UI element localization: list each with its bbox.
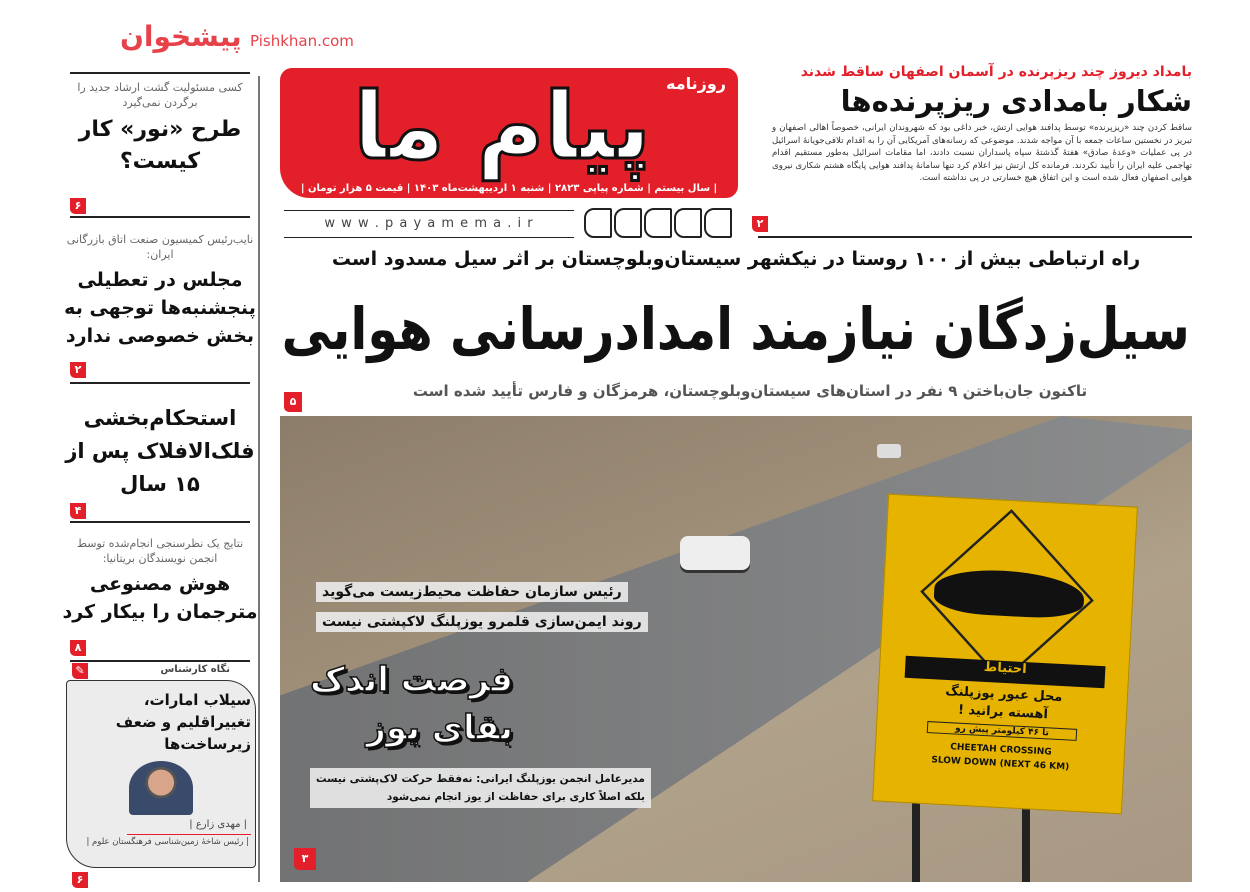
page-badge: ۸ — [70, 640, 86, 656]
logo-text: پیام ما — [353, 73, 651, 180]
cheetah-sign-photo — [280, 416, 1192, 882]
main-headline[interactable]: سیل‌زدگان نیازمند امدادرسانی هوایی — [281, 295, 1191, 363]
page-badge: ۲ — [70, 362, 86, 378]
photo-quote — [310, 768, 651, 808]
main-headline-box[interactable] — [280, 284, 1192, 376]
top-story-headline[interactable]: شکار بامدادی ریزپرنده‌ها — [840, 84, 1192, 118]
photo-headline-line: بقای یوز — [366, 708, 513, 748]
issue-line: | سال بیستم | شماره پیاپی ۲۸۲۳ | شنبه ۱ اردیبهشت‌ماه ۱۴۰۳ | قیمت ۵ هزار تومان | — [300, 183, 718, 194]
logo-box-icon — [704, 208, 732, 238]
divider — [70, 216, 250, 218]
sign-warning: احتیاط — [905, 656, 1106, 688]
page-badge: ۳ — [294, 848, 316, 870]
expert-headline[interactable]: سیلاب امارات، تغییراقلیم و ضعف زیرساخت‌ها — [115, 691, 251, 753]
logo-box-icon — [644, 208, 672, 238]
sign-line: آهسته برانید ! — [957, 702, 1049, 723]
divider — [70, 72, 250, 74]
column-divider — [258, 76, 260, 882]
sidebar-story[interactable] — [62, 398, 258, 501]
sidebar-kicker: نتایج یک نظرسنجی انجام‌شده توسط انجمن نویسندگان بریتانیا: — [76, 537, 244, 565]
expert-author: | مهدی زارع | — [189, 819, 247, 830]
page-badge: ۶ — [70, 198, 86, 214]
photo-caption: رئیس سازمان حفاظت محیط‌زیست می‌گوید — [316, 582, 628, 602]
divider — [70, 382, 250, 384]
website-url-box[interactable] — [284, 210, 574, 238]
cheetah-crossing-sign — [872, 494, 1138, 815]
expert-role: | رئیس شاخهٔ زمین‌شناسی فرهنگستان علوم | — [86, 837, 249, 847]
car — [877, 444, 901, 458]
main-subhead-box — [310, 382, 1190, 400]
sidebar-headline[interactable]: هوش مصنوعی مترجمان را بیکار کرد — [62, 573, 258, 623]
watermark-en: Pishkhan.com — [250, 32, 354, 50]
sign-line: محل عبور یوزپلنگ — [944, 683, 1063, 706]
top-story-kicker: بامداد دیروز چند ریزپرنده در آسمان اصفهان ساقط شدند — [800, 64, 1192, 80]
divider — [127, 834, 251, 835]
sidebar-story[interactable] — [62, 232, 258, 350]
page-badge: ۴ — [70, 503, 86, 519]
logo-box-icon — [674, 208, 702, 238]
sidebar-kicker: نایب‌رئیس کمیسیون صنعت اتاق بازرگانی ایران: — [66, 233, 254, 261]
expert-icon: ✎ — [72, 663, 88, 679]
sidebar-headline[interactable]: طرح «نور» کار کیست؟ — [78, 117, 242, 174]
divider — [70, 521, 250, 523]
sign-line: تا ۴۶ کیلومتر پیش رو — [927, 721, 1077, 741]
sidebar-headline[interactable]: مجلس در تعطیلی پنجشنبه‌ها توجهی به بخش خصوصی ندارد — [64, 269, 256, 347]
main-kicker-box — [280, 248, 1192, 270]
watermark-fa: پیشخوان — [120, 20, 242, 53]
page-badge: ۵ — [284, 392, 302, 412]
top-story[interactable] — [750, 64, 1192, 185]
main-kicker: راه ارتباطی بیش از ۱۰۰ روستا در نیکشهر سیستان‌وبلوچستان بر اثر سیل مسدود است — [331, 248, 1141, 270]
top-story-body: ساقط کردن چند «ریزپرنده» توسط پدافند هوایی ارتش، خبر داغی بود که شهروندان ایرانی، خصوصاً اهالی اصفهان و تبریز در نخستین ساعات جمعه با آن مواجه شدند. موضوعی که رسانه‌های آمریکایی آن را به اقدام تلافی‌جویانهٔ اسرائیل در پی عملیات «وعدهٔ صادق» هفتهٔ گذشتهٔ سپاه پاسداران نسبت دادند، اما مقامات اسرائیل به‌طور مستقیم اقدام تهاجمی علیه ایران را تأیید نکردند. فرمانده کل ارتش نیز اعلام کرد تنها سامانهٔ پدافند هوایی پایگاه هشتم شکاری نیروی هوایی اصفهان فعال شده است و این اتفاق هیچ خسارتی در پی نداشته است. — [772, 123, 1192, 183]
sidebar-headline[interactable]: استحکام‌بخشی فلک‌الافلاک پس از ۱۵ سال — [65, 406, 255, 496]
website-url[interactable]: w w w . p a y a m e m a . i r — [324, 216, 534, 231]
masthead-prefix: روزنامه — [666, 74, 726, 93]
sidebar-story[interactable] — [62, 536, 258, 626]
issue-line-box — [290, 183, 728, 194]
sign-line: SLOW DOWN (NEXT 46 KM) — [931, 755, 1070, 773]
author-photo — [129, 761, 193, 815]
car — [680, 536, 750, 570]
logo-box-icon — [584, 208, 612, 238]
logo-box-icon — [614, 208, 642, 238]
quote-line: بلکه اصلاً کاری برای حفاظت از یوز انجام نمی‌شود — [386, 791, 645, 803]
divider — [70, 660, 250, 662]
sidebar-kicker: کسی مسئولیت گشت ارشاد جدید را برگردن نمی‌گیرد — [77, 81, 243, 109]
photo-headline-line: فرصت اندک — [310, 660, 513, 700]
sidebar-story[interactable] — [62, 80, 258, 178]
photo-headline[interactable] — [310, 656, 513, 752]
expert-label: نگاه کارشناس — [160, 664, 230, 675]
main-subhead: تاکنون جان‌باختن ۹ نفر در استان‌های سیستان‌وبلوچستان، هرمزگان و فارس تأیید شده است — [412, 382, 1088, 400]
page-badge: ۲ — [752, 216, 768, 232]
page-badge: ۶ — [72, 872, 88, 888]
sign-line: CHEETAH CROSSING — [950, 742, 1052, 758]
quote-line: مدیرعامل انجمن یوزپلنگ ایرانی: نه‌فقط حرکت لاک‌پشتی نیست — [316, 773, 645, 785]
expert-opinion-box[interactable] — [66, 680, 256, 868]
photo-caption: روند ایمن‌سازی قلمرو یوزپلنگ لاکپشتی نیست — [316, 612, 648, 632]
masthead-logo — [280, 68, 738, 198]
divider — [758, 236, 1192, 238]
